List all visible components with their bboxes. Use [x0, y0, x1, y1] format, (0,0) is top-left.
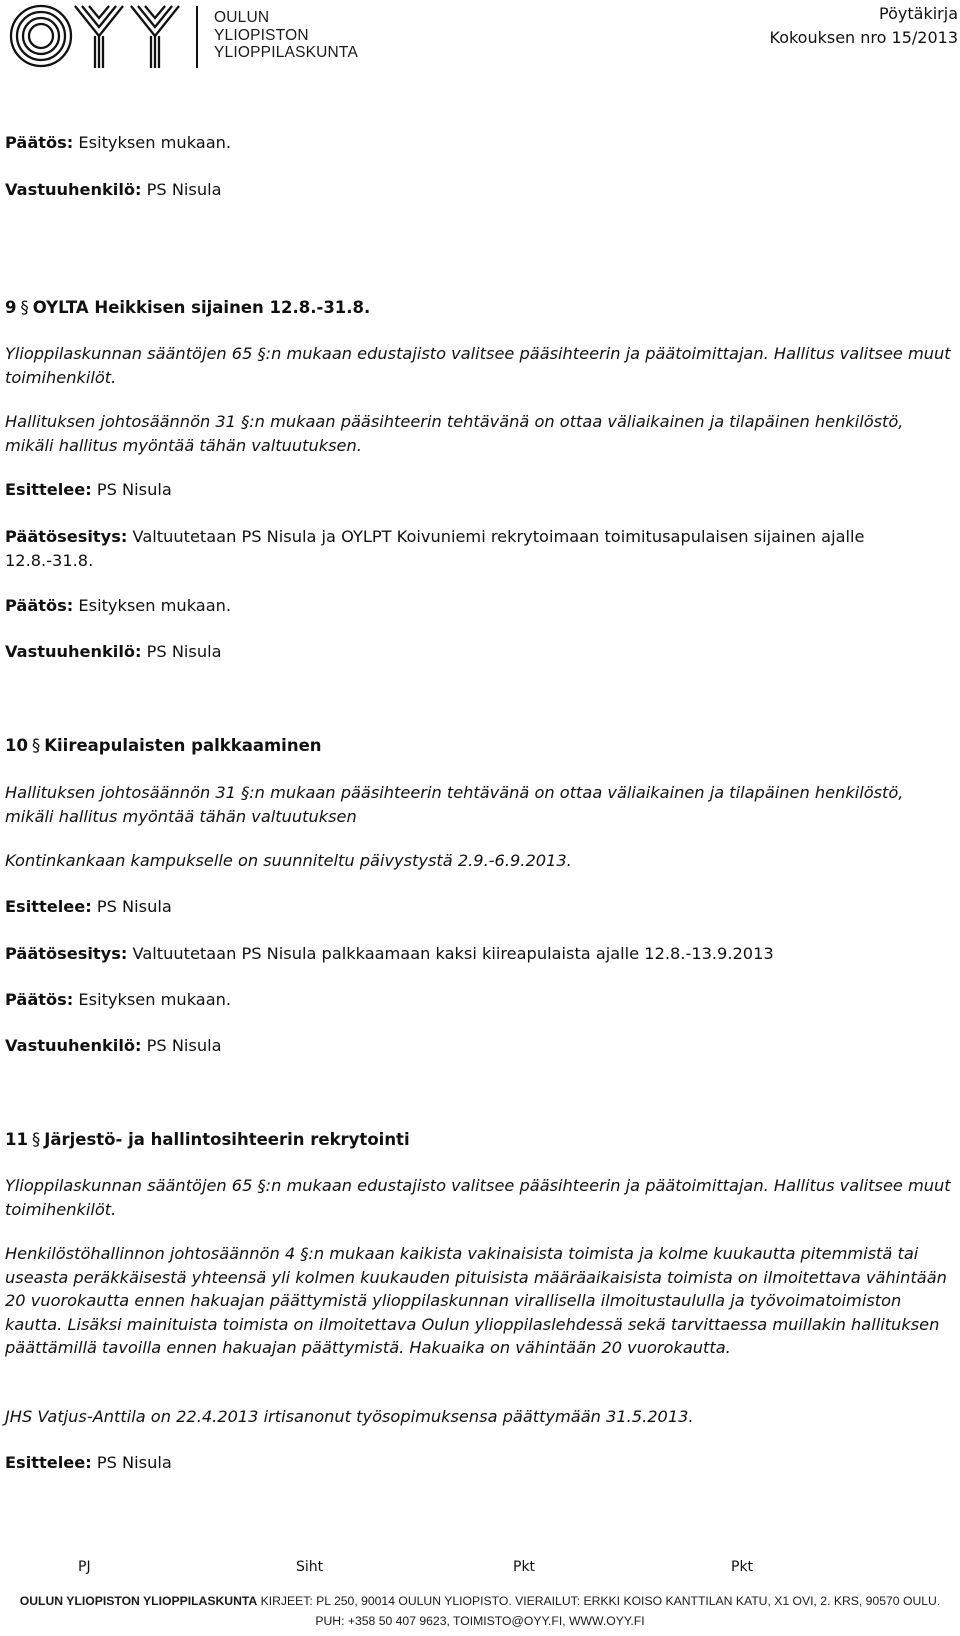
- signature-label-examiner-1: Pkt: [513, 1559, 536, 1575]
- section-number: 10: [5, 736, 28, 755]
- signature-label-chair: PJ: [78, 1559, 91, 1575]
- responsible-value: PS Nisula: [146, 1036, 222, 1055]
- footer-address: [0, 1594, 960, 1608]
- footer-address-line: KIRJEET: PL 250, 90014 OULUN YLIOPISTO. VIERAILUT: ERKKI KOISO KANTTILAN KATU, X1 OVI, 2. KRS, 90570 OULU.: [260, 1594, 941, 1608]
- decision-line: [5, 988, 955, 1012]
- presenter-label: Esittelee:: [5, 897, 92, 916]
- proposal-line: [5, 525, 955, 572]
- section-number: 9: [5, 298, 17, 317]
- decision-value: Esityksen mukaan.: [78, 133, 232, 152]
- proposal-label: Päätösesitys:: [5, 944, 128, 963]
- decision-value: Esityksen mukaan.: [78, 596, 232, 615]
- section-heading: [5, 734, 955, 758]
- responsible-line: [5, 640, 955, 664]
- paragraph: Hallituksen johtosäännön 31 §:n mukaan pääsihteerin tehtävänä on ottaa väliaikainen ja tilapäinen henkilöstö, mikäli hallitus myöntää tähän valtuutuksen.: [5, 412, 904, 455]
- org-line-2: YLIOPISTON: [214, 26, 309, 44]
- paragraph: JHS Vatjus-Anttila on 22.4.2013 irtisanonut työsopimuksensa päättymään 31.5.2013.: [5, 1407, 694, 1426]
- responsible-label: Vastuuhenkilö:: [5, 642, 142, 661]
- presenter-line: [5, 1451, 955, 1475]
- paragraph: Henkilöstöhallinnon johtosäännön 4 §:n mukaan kaikista vakinaisista toimista ja kolme kuukautta pitemmistä tai useasta peräkkäisestä yhteensä yli kolmen kuukauden pituisista määräaikaisista toimista on ilmoitettava vähintään 20 vuorokautta ennen hakuajan päättymistä ylioppilaskunnan virallisella ilmoitustaululla ja työvoimatoimiston kautta. Lisäksi mainituista toimista on ilmoitettava Oulun ylioppilaslehdessä sekä tarvittaessa muillakin hallituksen päättämillä tavoilla ennen hakuajan päättymistä. Hakuaika on vähintään 20 vuorokautta.: [5, 1244, 947, 1357]
- footer-org: OULUN YLIOPISTON YLIOPPILASKUNTA: [19, 1594, 258, 1608]
- section-title: Kiireapulaisten palkkaaminen: [44, 736, 322, 755]
- proposal-value: Valtuutetaan PS Nisula palkkaamaan kaksi kiireapulaista ajalle 12.8.-13.9.2013: [132, 944, 774, 963]
- signature-labels: [0, 1559, 960, 1583]
- doc-type: Pöytäkirja: [879, 4, 958, 23]
- section-heading: [5, 296, 955, 320]
- section-heading: [5, 1128, 955, 1152]
- section-title: OYLTA Heikkisen sijainen 12.8.-31.8.: [32, 298, 371, 317]
- proposal-line: [5, 942, 955, 966]
- presenter-label: Esittelee:: [5, 1453, 92, 1472]
- meeting-number: Kokouksen nro 15/2013: [769, 28, 958, 47]
- paragraph: Hallituksen johtosäännön 31 §:n mukaan pääsihteerin tehtävänä on ottaa väliaikainen ja tilapäinen henkilöstö, mikäli hallitus myöntää tähän valtuutuksen: [5, 783, 904, 826]
- responsible-label: Vastuuhenkilö:: [5, 180, 142, 199]
- decision-label: Päätös:: [5, 133, 74, 152]
- decision-line: [5, 594, 955, 618]
- responsible-value: PS Nisula: [146, 180, 222, 199]
- paragraph: Ylioppilaskunnan sääntöjen 65 §:n mukaan edustajisto valitsee pääsihteerin ja päätoimittajan. Hallitus valitsee muut toimihenkilöt.: [5, 1176, 951, 1219]
- signature-label-examiner-2: Pkt: [731, 1559, 754, 1575]
- footer-contact: [0, 1614, 960, 1628]
- section-title: Järjestö- ja hallintosihteerin rekrytointi: [44, 1130, 410, 1149]
- footer-contact-line: PUH: +358 50 407 9623, TOIMISTO@OYY.FI, WWW.OYY.FI: [315, 1614, 645, 1628]
- section-number: 11: [5, 1130, 28, 1149]
- presenter-label: Esittelee:: [5, 480, 92, 499]
- presenter-value: PS Nisula: [96, 1453, 172, 1472]
- presenter-value: PS Nisula: [96, 897, 172, 916]
- presenter-value: PS Nisula: [96, 480, 172, 499]
- paragraph: Kontinkankaan kampukselle on suunniteltu päivystystä 2.9.-6.9.2013.: [5, 851, 572, 870]
- org-line-1: OULUN: [214, 9, 270, 26]
- presenter-line: [5, 895, 955, 919]
- responsible-value: PS Nisula: [146, 642, 222, 661]
- section-sign-icon: §: [31, 1130, 41, 1149]
- responsible-label: Vastuuhenkilö:: [5, 1036, 142, 1055]
- paragraph: Ylioppilaskunnan sääntöjen 65 §:n mukaan edustajisto valitsee pääsihteerin ja päätoimittajan. Hallitus valitsee muut toimihenkilöt.: [5, 344, 951, 387]
- org-name: [214, 9, 358, 62]
- responsible-line: [5, 1034, 955, 1058]
- decision-label: Päätös:: [5, 990, 74, 1009]
- oyy-logo-mark: [7, 2, 207, 70]
- document-header: [770, 2, 959, 50]
- proposal-value: Valtuutetaan PS Nisula ja OYLPT Koivuniemi rekrytoimaan toimitusapulaisen sijainen ajalle 12.8.-31.8.: [5, 527, 865, 570]
- responsible-line: [5, 178, 955, 202]
- decision-line: [5, 131, 955, 155]
- org-line-3: YLIOPPILASKUNTA: [214, 44, 358, 61]
- signature-label-secretary: Siht: [296, 1559, 324, 1575]
- proposal-label: Päätösesitys:: [5, 527, 128, 546]
- section-sign-icon: §: [31, 736, 41, 755]
- section-sign-icon: §: [20, 298, 29, 317]
- presenter-line: [5, 478, 955, 502]
- decision-label: Päätös:: [5, 596, 74, 615]
- decision-value: Esityksen mukaan.: [78, 990, 232, 1009]
